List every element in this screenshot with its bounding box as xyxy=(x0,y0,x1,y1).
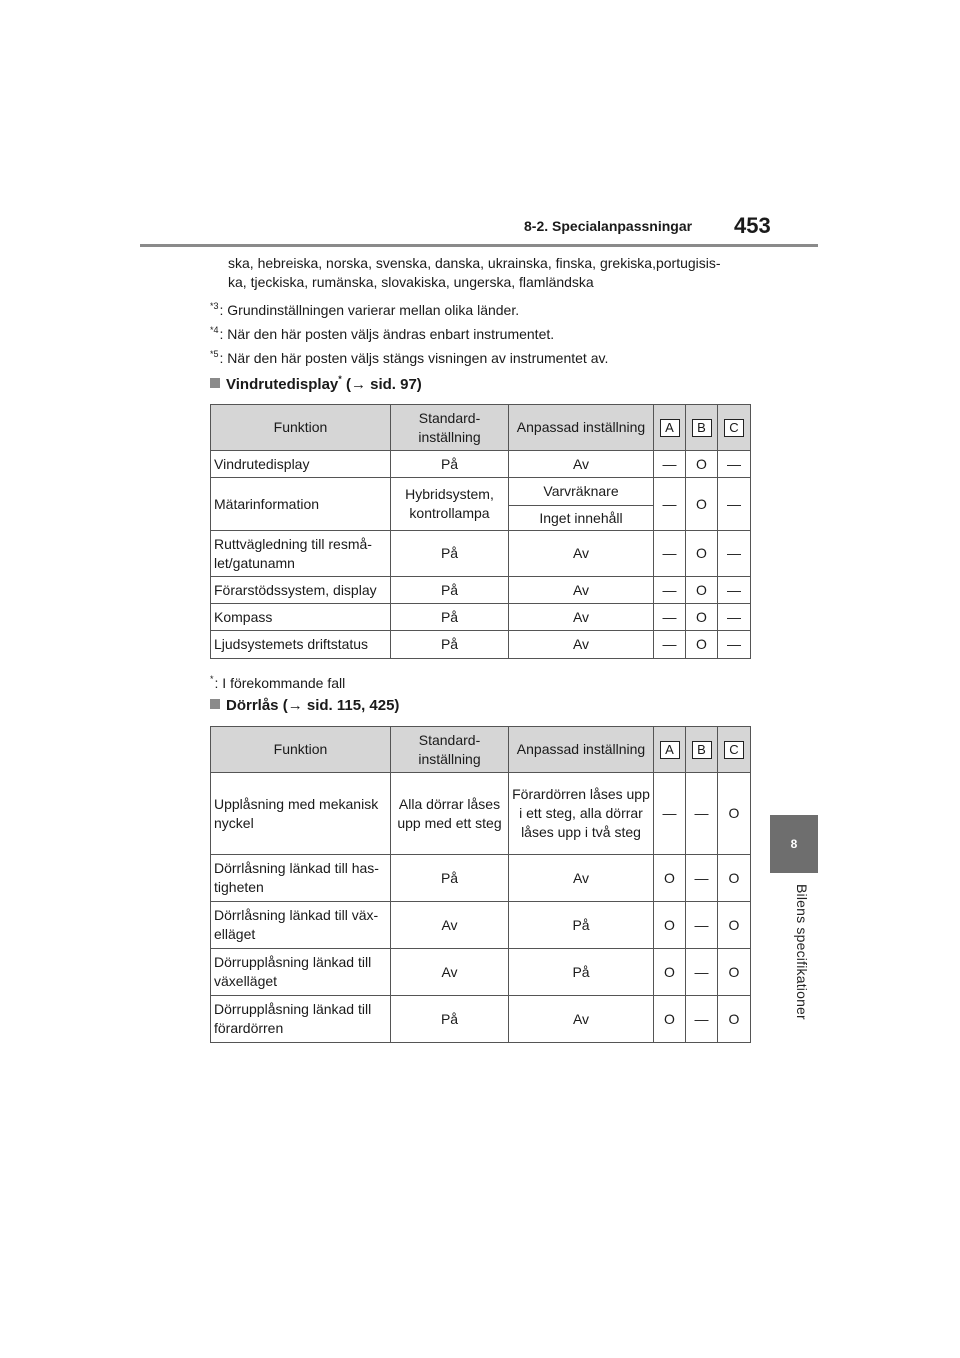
header-a xyxy=(654,727,686,773)
intro-line-1: ska, hebreiska, norska, svenska, danska, ukrainska, finska, grekiska,portugisis- xyxy=(228,255,721,271)
intro-line-2: ka, tjeckiska, rumänska, slovakiska, ungerska, flamländska xyxy=(228,274,594,290)
section2-heading: Dörrlås (→ sid. 115, 425) xyxy=(210,697,399,714)
header-c xyxy=(718,405,751,451)
table-row: Dörrlåsning länkad till väx-elläget Av På O — O xyxy=(211,902,751,949)
square-bullet-icon xyxy=(210,699,220,709)
section1-footnote: *: I förekommande fall xyxy=(210,674,346,691)
table-row: Vindrutedisplay På Av — O — xyxy=(211,451,751,478)
door-lock-table xyxy=(210,726,751,1043)
note-5: $^{*5}$: När den här posten väljs stängs visningen av instrumentet av. xyxy=(210,349,609,366)
letter-b-icon: B xyxy=(692,419,712,437)
table-row: Ljudsystemets driftstatus På Av — O — xyxy=(211,631,751,659)
header-function: Funktion xyxy=(211,405,391,451)
section1-heading: Vindrutedisplay* (→ sid. 97) xyxy=(210,374,422,393)
letter-c-icon: C xyxy=(724,741,744,759)
table-row: Dörrupplåsning länkad till förardörren På Av O — O xyxy=(211,996,751,1043)
table-header-row xyxy=(211,727,751,773)
table-row: Kompass På Av — O — xyxy=(211,604,751,631)
header-default: Standard-inställning xyxy=(391,405,509,451)
table-row: Förarstödssystem, display På Av — O — xyxy=(211,577,751,604)
chapter-tab: 8 xyxy=(770,815,818,873)
table-row: Dörrlåsning länkad till has-tigheten På Av O — O xyxy=(211,855,751,902)
header-custom: Anpassad inställning xyxy=(509,405,654,451)
header-c xyxy=(718,727,751,773)
header-a xyxy=(654,405,686,451)
header-default: Standard-inställning xyxy=(391,727,509,773)
note-4: $^{*4}$: När den här posten väljs ändras enbart instrumentet. xyxy=(210,325,555,342)
table-row: Mätarinformation Hybridsystem, kontrollampa Varvräknare — O — xyxy=(211,478,751,506)
page-number: 453 xyxy=(734,213,771,238)
header-rule xyxy=(140,244,818,247)
letter-a-icon: A xyxy=(660,741,680,759)
header-b xyxy=(686,727,718,773)
table-row: Inget innehåll xyxy=(211,506,751,531)
table-header-row xyxy=(211,405,751,451)
hud-settings-table xyxy=(210,404,751,659)
header-custom: Anpassad inställning xyxy=(509,727,654,773)
table-row: Dörrupplåsning länkad till växelläget Av På O — O xyxy=(211,949,751,996)
letter-c-icon: C xyxy=(724,419,744,437)
letter-b-icon: B xyxy=(692,741,712,759)
letter-a-icon: A xyxy=(660,419,680,437)
header-function: Funktion xyxy=(211,727,391,773)
chapter-label: Bilens specifikationer xyxy=(794,884,810,1020)
table-row: Ruttvägledning till resmå-let/gatunamn På Av — O — xyxy=(211,531,751,577)
table-row: Upplåsning med mekanisk nyckel Alla dörrar låses upp med ett steg Förardörren låses upp i ett steg, alla dörrar låses upp i två steg — — O xyxy=(211,773,751,855)
header-b xyxy=(686,405,718,451)
note-3: $^{*3}$: Grundinställningen varierar mellan olika länder. xyxy=(210,301,520,318)
section-title: 8-2. Specialanpassningar xyxy=(524,218,693,234)
square-bullet-icon xyxy=(210,378,220,388)
